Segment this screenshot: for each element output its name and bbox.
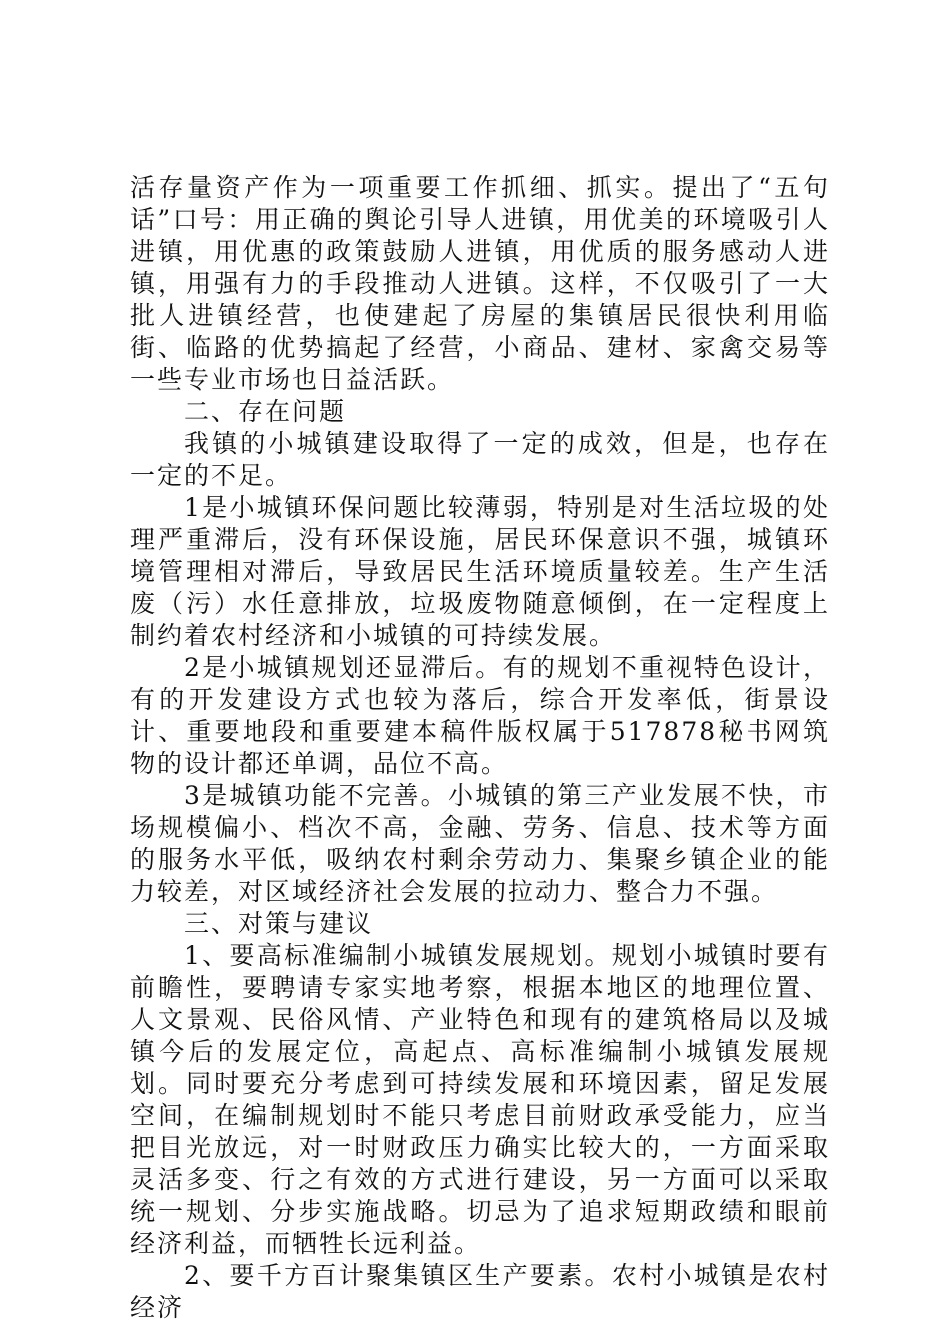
paragraph-suggestion-2: 2、要千方百计聚集镇区生产要素。农村小城镇是农村经济: [130, 1261, 830, 1322]
paragraph-problem-1: 1是小城镇环保问题比较薄弱，特别是对生活垃圾的处理严重滞后，没有环保设施，居民环保意识不强，城镇环境管理相对滞后，导致居民生活环境质量较差。生产生活废（污）水任意排放，垃圾废物随意倾倒，在一定程度上制约着农村经济和小城镇的可持续发展。: [130, 493, 830, 650]
section-heading-suggestions: 三、对策与建议: [184, 909, 374, 938]
paragraph-suggestion-1: 1、要高标准编制小城镇发展规划。规划小城镇时要有前瞻性，要聘请专家实地考察，根据本地区的地理位置、人文景观、民俗风情、产业特色和现有的建筑格局以及城镇今后的发展定位，高起点、高标准编制小城镇发展规划。同时要充分考虑到可持续发展和环境因素，留足发展空间，在编制规划时不能只考虑目前财政承受能力，应当把目光放远，对一时财政压力确实比较大的，一方面采取灵活多变、行之有效的方式进行建设，另一方面可以采取统一规划、分步实施战略。切忌为了追求短期政绩和眼前经济利益，而牺牲长远利益。: [130, 941, 830, 1258]
paragraph-problem-3: 3是城镇功能不完善。小城镇的第三产业发展不快，市场规模偏小、档次不高，金融、劳务、信息、技术等方面的服务水平低，吸纳农村剩余劳动力、集聚乡镇企业的能力较差，对区域经济社会发展的拉动力、整合力不强。: [130, 781, 830, 906]
document-body: [130, 172, 830, 1324]
section-heading-problems: 二、存在问题: [184, 397, 347, 426]
paragraph-problems-intro: 我镇的小城镇建设取得了一定的成效，但是，也存在一定的不足。: [130, 429, 830, 490]
paragraph-problem-2: 2是小城镇规划还显滞后。有的规划不重视特色设计，有的开发建设方式也较为落后，综合开发率低，街景设计、重要地段和重要建本稿件版权属于517878秘书网筑物的设计都还单调，品位不高。: [130, 653, 830, 778]
paragraph-continuation: 活存量资产作为一项重要工作抓细、抓实。提出了“五句话”口号：用正确的舆论引导人进镇，用优美的环境吸引人进镇，用优惠的政策鼓励人进镇，用优质的服务感动人进镇，用强有力的手段推动人进镇。这样，不仅吸引了一大批人进镇经营，也使建起了房屋的集镇居民很快利用临街、临路的优势搞起了经营，小商品、建材、家禽交易等一些专业市场也日益活跃。: [130, 173, 830, 394]
